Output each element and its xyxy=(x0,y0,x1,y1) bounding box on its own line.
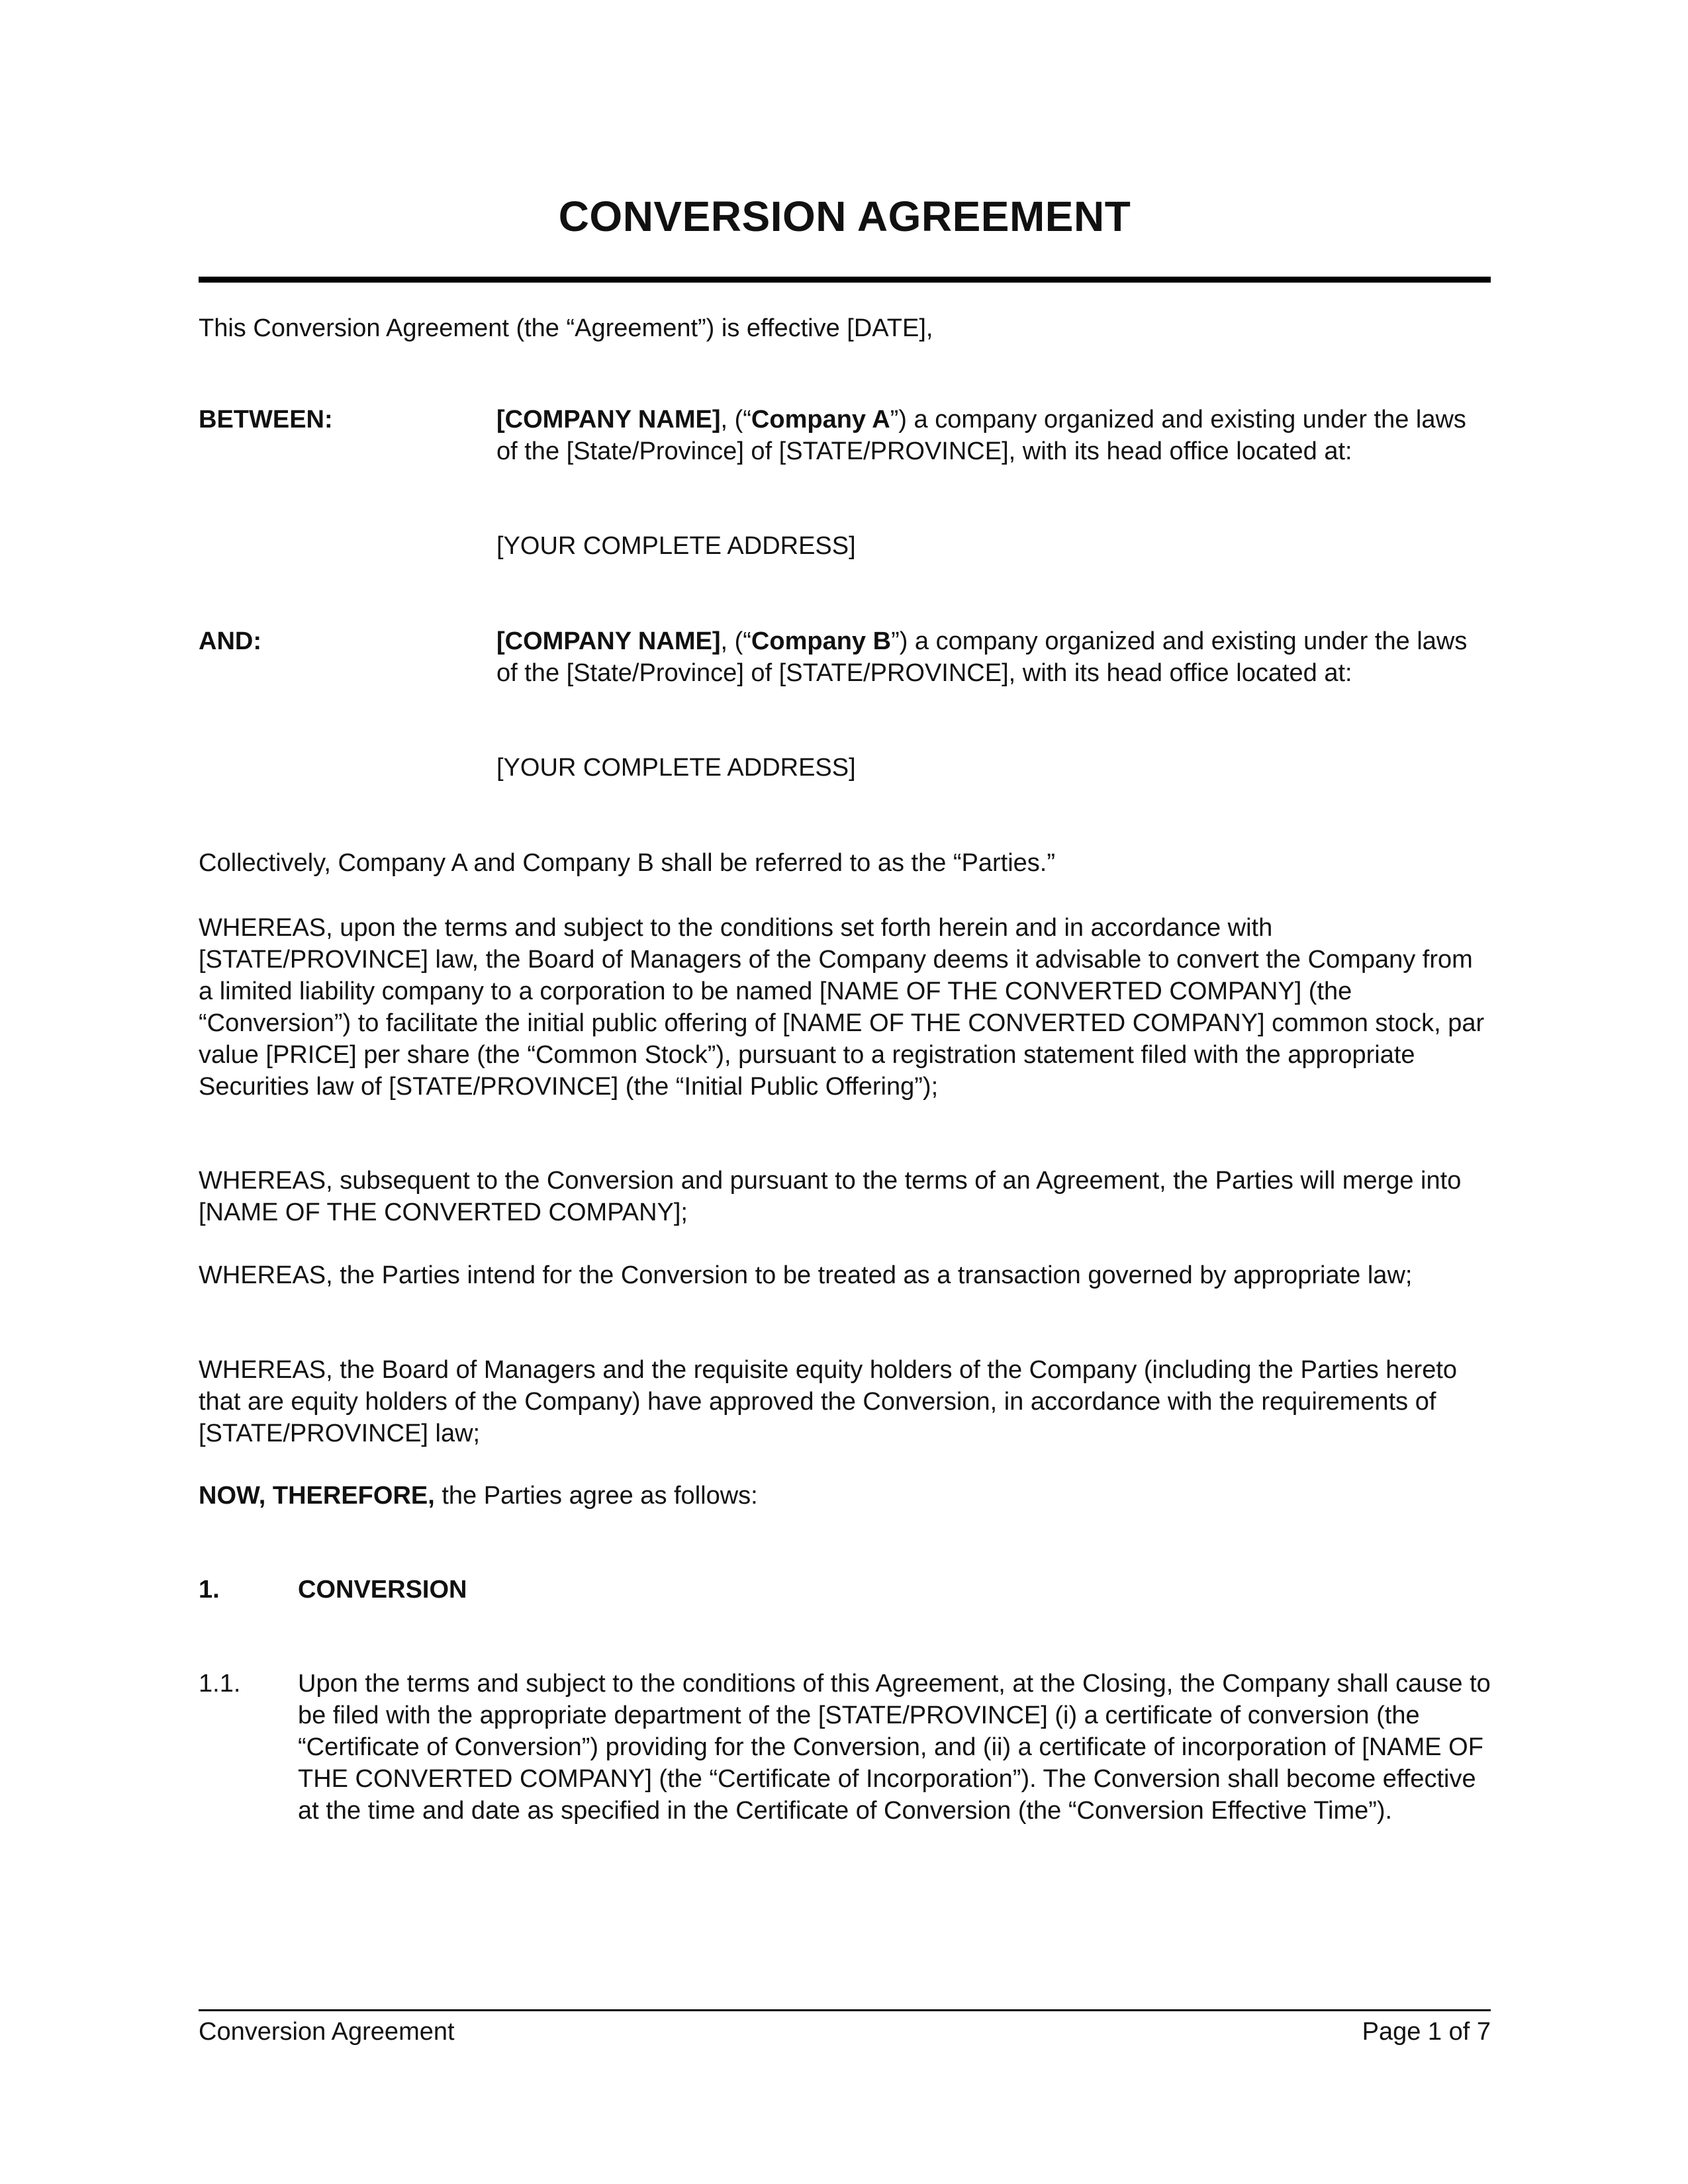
party-a-name: [COMPANY NAME] xyxy=(496,406,721,433)
document-page xyxy=(199,0,1491,2184)
party-b-address: [YOUR COMPLETE ADDRESS] xyxy=(496,754,856,782)
party-b-alias: Company B xyxy=(751,627,892,655)
section-1-number: 1. xyxy=(199,1576,220,1604)
whereas-paragraph-2: WHEREAS, subsequent to the Conversion and pursuant to the terms of an Agreement, the Parties will merge into [NAME OF THE CONVERTED COMPANY]; xyxy=(199,1167,1462,1226)
now-therefore-rest: the Parties agree as follows: xyxy=(434,1482,758,1510)
party-b-name: [COMPANY NAME] xyxy=(496,627,721,655)
footer-document-name: Conversion Agreement xyxy=(199,2018,455,2046)
party-a-address: [YOUR COMPLETE ADDRESS] xyxy=(496,532,856,560)
party-a-desc: ”) a company organized and existing under the laws of the [State/Province] of [STATE/PROVINCE], with its head office located at: xyxy=(496,406,1466,465)
footer-page-number: Page 1 of 7 xyxy=(1362,2018,1491,2046)
whereas-paragraph-1: WHEREAS, upon the terms and subject to the conditions set forth herein and in accordance with [STATE/PROVINCE] law, the Board of Managers of the Company deems it advisable to convert the Company from a limited liability company to a corporation to be named [NAME OF THE CONVERTED COMPANY] (the “Conversion”) to facilitate the initial public offering of [NAME OF THE CONVERTED COMPANY] common stock, par value [PRICE] per share (the “Common Stock”), pursuant to a registration statement filed with the appropriate Securities law of [STATE/PROVINCE] (the “Initial Public Offering”); xyxy=(199,914,1485,1101)
whereas-paragraph-3: WHEREAS, the Parties intend for the Conversion to be treated as a transaction governed by appropriate law; xyxy=(199,1261,1413,1289)
now-therefore-bold: NOW, THEREFORE, xyxy=(199,1482,435,1510)
section-1-title: CONVERSION xyxy=(298,1576,467,1604)
document-title: CONVERSION AGREEMENT xyxy=(558,193,1131,240)
party-b-sep: , (“ xyxy=(720,627,751,655)
party-a-alias: Company A xyxy=(751,406,890,433)
now-therefore-paragraph xyxy=(199,1480,1491,1512)
party-b-label: AND: xyxy=(199,627,261,655)
party-a-label: BETWEEN: xyxy=(199,406,333,433)
party-b-description xyxy=(496,625,1491,689)
party-a-sep: , (“ xyxy=(720,406,751,433)
collectively-paragraph: Collectively, Company A and Company B shall be referred to as the “Parties.” xyxy=(199,849,1056,877)
intro-paragraph: This Conversion Agreement (the “Agreement”) is effective [DATE], xyxy=(199,314,933,342)
footer-divider xyxy=(199,2009,1491,2011)
whereas-paragraph-4: WHEREAS, the Board of Managers and the requisite equity holders of the Company (including the Parties hereto that are equity holders of the Company) have approved the Conversion, in accordance with the requirements of [STATE/PROVINCE] law; xyxy=(199,1356,1458,1447)
party-a-description xyxy=(496,404,1491,467)
title-divider xyxy=(199,277,1491,283)
party-b-desc: ”) a company organized and existing under the laws of the [State/Province] of [STATE/PROVINCE], with its head office located at: xyxy=(496,627,1468,687)
clause-1-1-text: Upon the terms and subject to the conditions of this Agreement, at the Closing, the Company shall cause to be filed with the appropriate department of the [STATE/PROVINCE] (i) a certificate of conversion (the “Certificate of Conversion”) providing for the Conversion, and (ii) a certificate of incorporation of [NAME OF THE CONVERTED COMPANY] (the “Certificate of Incorporation”). The Conversion shall become effective at the time and date as specified in the Certificate of Conversion (the “Conversion Effective Time”). xyxy=(298,1670,1491,1825)
clause-1-1-number: 1.1. xyxy=(199,1670,241,1698)
